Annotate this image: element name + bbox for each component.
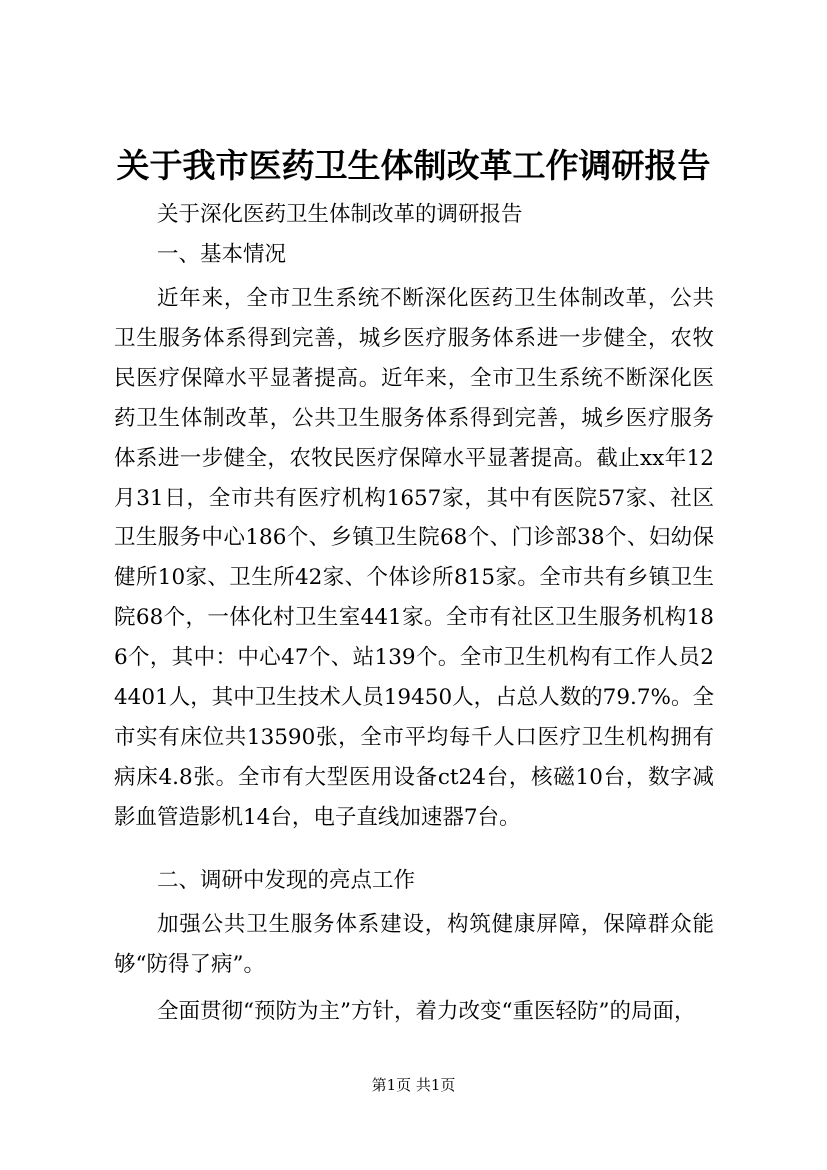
paragraph-basic-situation: 近年来，全市卫生系统不断深化医药卫生体制改革，公共卫生服务体系得到完善，城乡医疗服务体系进一步健全，农牧民医疗保障水平显著提高。近年来，全市卫生系统不断深化医药卫生体制改革，公共卫生服务体系得到完善，城乡医疗服务体系进一步健全，农牧民医疗保障水平显著提高。截止xx年12月31日，全市共有医疗机构1657家，其中有医院57家、社区卫生服务中心186个、乡镇卫生院68个、门诊部38个、妇幼保健所10家、卫生所42家、个体诊所815家。全市共有乡镇卫生院68个，一体化村卫生室441家。全市有社区卫生服务机构186个，其中：中心47个、站139个。全市卫生机构有工作人员24401人，其中卫生技术人员19450人，占总人数的79.7%。全市实有床位共13590张，全市平均每千人口医疗卫生机构拥有病床4.8张。全市有大型医用设备ct24台，核磁10台，数字减影血管造影机14台，电子直线加速器7台。	[114, 286, 714, 830]
document-title: 关于我市医药卫生体制改革工作调研报告	[116, 146, 711, 185]
section-heading-highlights: 二、调研中发现的亮点工作	[157, 868, 416, 893]
paragraph-prevention-text: 全面贯彻“预防为主”方针，着力改变“重医轻防”的局面，	[157, 999, 696, 1024]
page-number-footer: 第1页 共1页	[371, 1076, 456, 1094]
section-heading-basic-situation: 一、基本情况	[157, 242, 287, 267]
paragraph-public-health-text: 加强公共卫生服务体系建设，构筑健康屏障，保障群众能够“防得了病”。	[114, 912, 714, 977]
paragraph-public-health	[114, 905, 714, 1032]
document-subtitle: 关于深化医药卫生体制改革的调研报告	[157, 202, 523, 227]
